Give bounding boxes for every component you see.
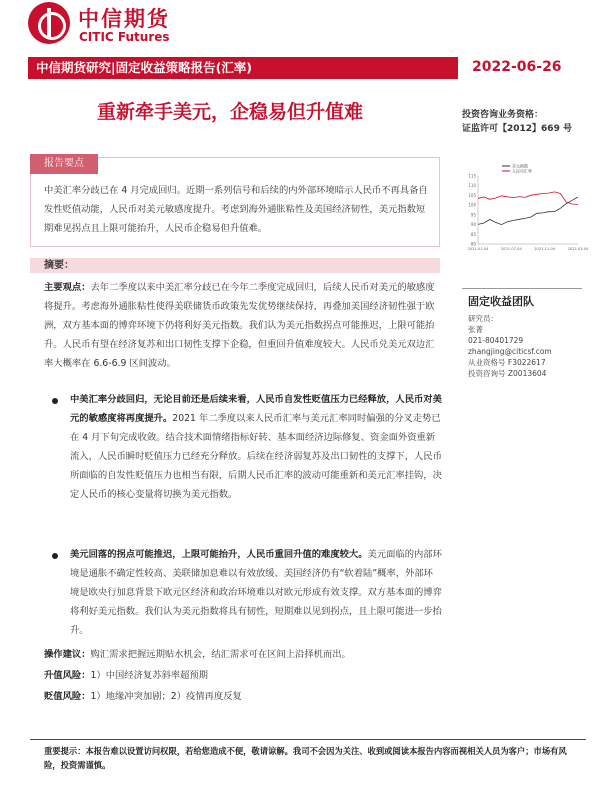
y-tick-label: 115	[468, 173, 476, 179]
team-info	[468, 313, 552, 379]
logo-en-text: CITIC Futures	[79, 30, 170, 44]
chart-axis	[468, 174, 590, 252]
x-tick-label: 2022-03-04	[567, 247, 589, 251]
y-tick-label: 90	[470, 222, 476, 228]
chart-legend	[502, 163, 532, 174]
logo-cn-text: 中信期货	[78, 7, 170, 31]
series-line	[478, 197, 578, 225]
y-tick-label: 110	[468, 183, 476, 189]
key-points-text: 中美汇率分歧已在 4 月完成回归。近期一系列信号和后续的内外部环境暗示人民币不再具备自发性贬值动能，人民币对美元敏感度提升。考虑到海外通胀粘性及美国经济韧性，美元指数短期难见拐点且上限可能抬升，人民币企稳易但升值难。	[44, 185, 428, 234]
abstract-bar	[30, 258, 440, 273]
chart-lines	[478, 192, 578, 225]
abstract-label: 摘要：	[44, 260, 74, 271]
bullet-1-bold: 中美汇率分歧回归，无论目前还是后续来看，人民币自发性贬值压力已经释放，人民币对美元的敏感度将再度提升。	[70, 394, 442, 424]
consulting-number: 投资咨询号 Z0013604	[468, 369, 547, 378]
main-viewpoint	[44, 278, 440, 373]
key-points-tag: 报告要点	[30, 154, 98, 174]
appreciation-risk-lead: 升值风险：	[44, 670, 91, 681]
operation-advice	[44, 645, 440, 664]
team-title: 固定收益团队	[468, 295, 534, 308]
qualification-block	[462, 108, 572, 136]
depreciation-risk	[44, 687, 440, 706]
researcher-phone: 021-80401729	[468, 336, 524, 345]
y-tick-label: 100	[468, 202, 476, 208]
bullet-2-text: 美元面临的内部环境是通胀不确定性较高、美联储加息难以有效放缓、美国经济仍有“软着陆”概率，外部环境是欧央行加息背景下欧元区经济和政治环境难以对欧元形成有效支撑。双方基本面的博弈将利好美元指数。我们认为美元指数将具有韧性，短期难以见到拐点，且上限可能进一步抬升。	[70, 549, 442, 636]
fx-line-chart	[462, 162, 589, 257]
bullet-dot-icon	[52, 398, 58, 404]
y-tick-label: 85	[470, 231, 476, 237]
report-date: 2022-06-26	[472, 59, 562, 75]
depreciation-risk-text: 1）地缘冲突加剧；2）疫情再度反复	[90, 691, 242, 702]
license-number: 从业资格号 F3022617	[468, 358, 546, 367]
researcher-email: zhangjing@citicsf.com	[468, 347, 552, 356]
legend-label: 人民币汇率	[512, 168, 532, 174]
x-tick-label: 2021-01-04	[467, 247, 489, 251]
x-tick-label: 2021-07-04	[500, 247, 522, 251]
y-tick-label: 95	[470, 212, 476, 218]
report-title: 重新牵手美元，企稳易但升值难	[96, 101, 363, 123]
y-tick-label: 80	[470, 241, 476, 247]
series-line	[478, 192, 578, 205]
bullet-point-2	[70, 545, 442, 640]
citic-logo-icon	[28, 2, 70, 44]
bullet-point-1	[70, 390, 442, 504]
researcher-name: 张菁	[468, 325, 483, 334]
depreciation-risk-lead: 贬值风险：	[44, 691, 91, 702]
report-category-banner: 中信期货研究|固定收益策略报告(汇率)	[28, 57, 458, 79]
footer-divider	[30, 739, 586, 740]
appreciation-risk-text: 1）中国经济复苏斜率超预期	[90, 670, 208, 681]
operation-lead: 操作建议：	[44, 649, 91, 660]
bullet-dot-icon	[52, 553, 58, 559]
y-tick-label: 105	[468, 192, 476, 198]
main-viewpoint-lead: 主要观点：	[44, 282, 91, 293]
bullet-2-bold: 美元回落的拐点可能推迟，上限可能抬升，人民币重回升值的难度较大。	[70, 549, 368, 560]
team-role: 研究员：	[468, 314, 498, 323]
appreciation-risk	[44, 666, 440, 685]
legend-label: 美元指数	[512, 163, 528, 169]
main-viewpoint-text: 去年二季度以来中美汇率分歧已在今年二季度完成回归，后续人民币对美元的敏感度将提升。考虑海外通胀粘性使得美联储货币政策先发优势继续保持，再叠加美国经济韧性强于欧洲，双方基本面的博弈环境下仍将利好美元指数。我们认为美元指数拐点可能推迟，上限可能抬升。人民币有望在经济复苏和出口韧性支撑下企稳，但重回升值难度较大。人民币兑美元双边汇率大概率在 6.6-6.9 区间波动。	[44, 282, 435, 369]
x-tick-label: 2021-11-04	[534, 247, 556, 251]
footer-disclaimer: 重要提示：本报告难以设置访问权限，若给您造成不便，敬请谅解。我司不会因为关注、收到或阅读本报告内容而视相关人员为客户；市场有风险，投资需谨慎。	[44, 746, 567, 770]
qualification-line2: 证监许可【2012】669 号	[462, 124, 572, 134]
bullet-1-text: 2021 年二季度以来人民币汇率与美元汇率同时偏强的分叉走势已在 4 月下旬完成收敛。结合技术面情绪指标好转、基本面经济边际修复、资金面外资重新流入，人民币瞬时贬值压力已经充分释放。后续在经济弱复苏及出口韧性的支撑下，人民币所面临的自发性贬值压力也相当有限，后期人民币汇率的波动可能重新和美元汇率挂钩，决定人民币的核心变量将切换为美元指数。	[70, 413, 442, 500]
qualification-line1: 投资咨询业务资格：	[462, 110, 544, 120]
team-divider	[462, 288, 582, 289]
operation-text: 购汇需求把握远期贴水机会，结汇需求可在区间上沿择机而出。	[90, 649, 351, 660]
